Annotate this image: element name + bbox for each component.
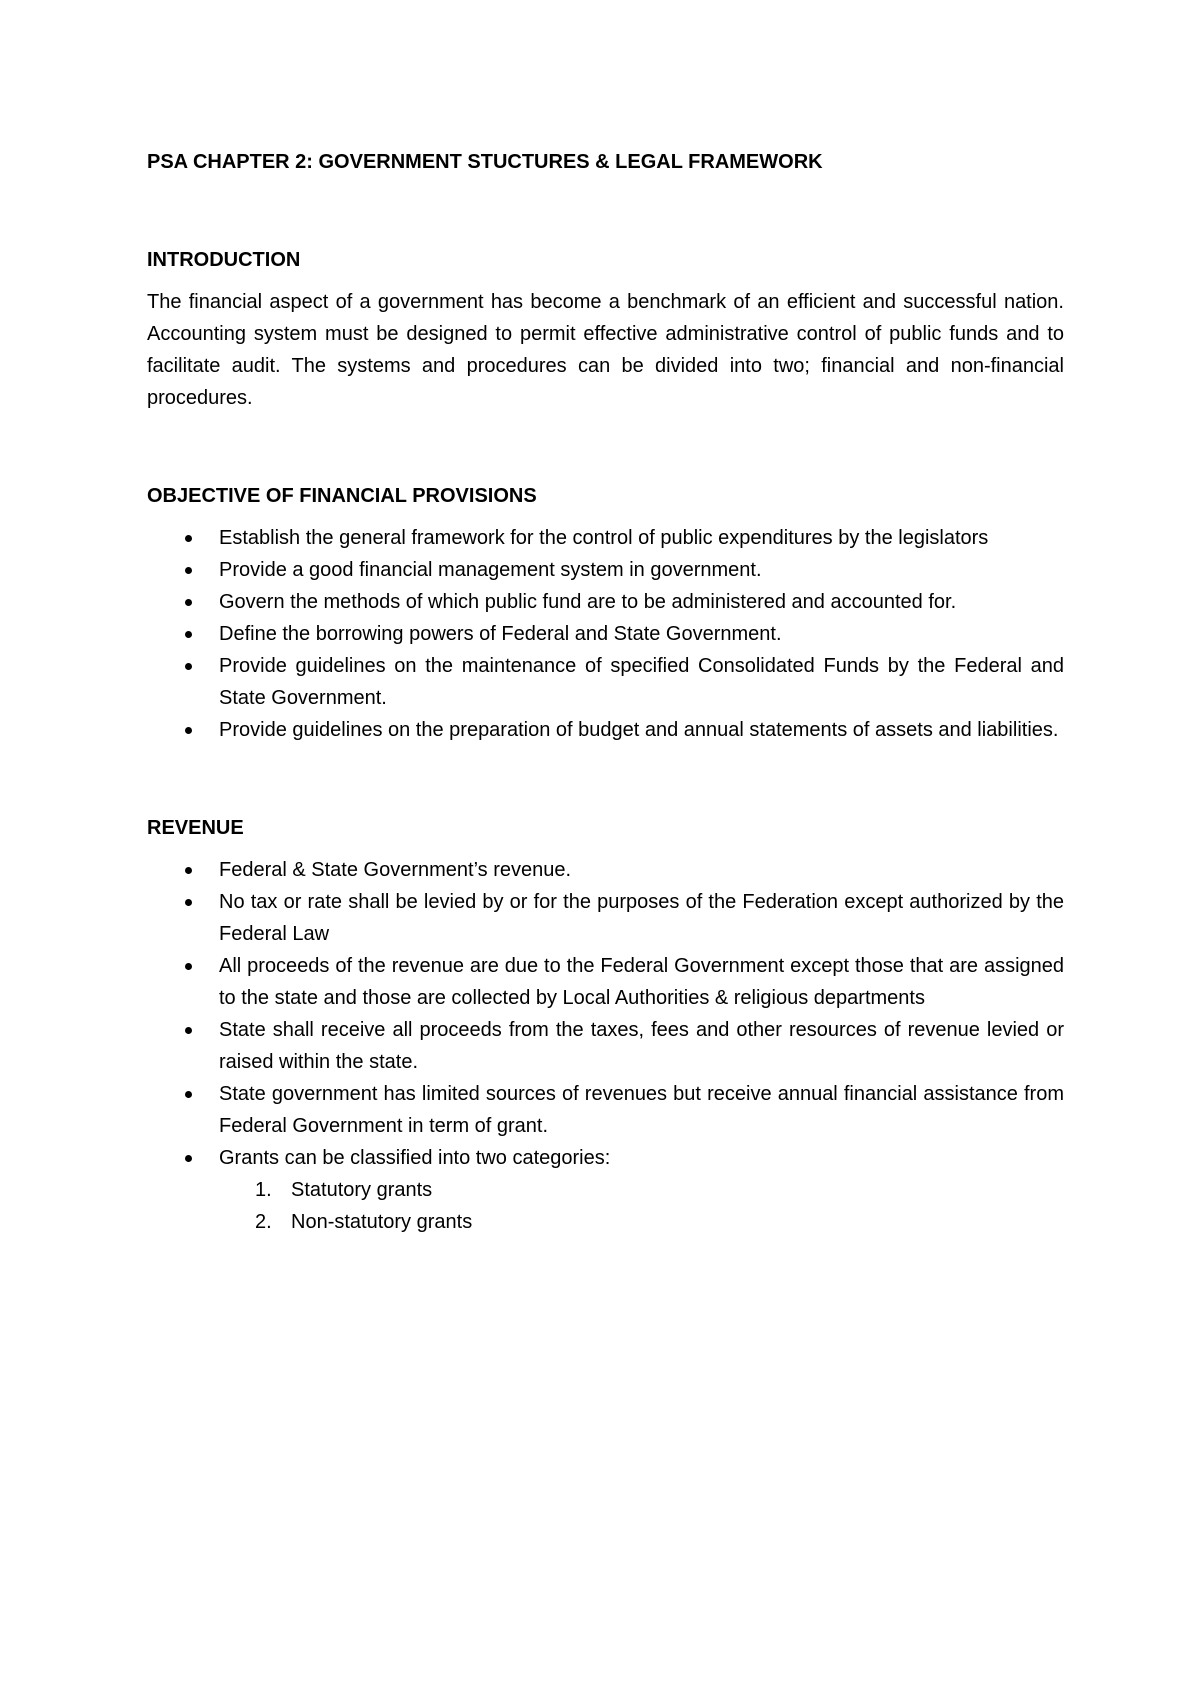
document-body (147, 146, 1064, 1238)
revenue-heading: REVENUE (147, 817, 244, 839)
revenue-item (147, 854, 1064, 886)
objective-list (147, 522, 1064, 746)
document-title: PSA CHAPTER 2: GOVERNMENT STUCTURES & LEGAL FRAMEWORK (147, 151, 823, 173)
bullet-icon (185, 1155, 192, 1162)
revenue-item-text: Grants can be classified into two categories: (219, 1147, 611, 1169)
objective-item (147, 618, 1064, 650)
objective-item (147, 714, 1064, 746)
introduction-heading: INTRODUCTION (147, 249, 301, 271)
bullet-icon (185, 599, 192, 606)
objective-item (147, 554, 1064, 586)
revenue-item (147, 1142, 1064, 1174)
objective-heading: OBJECTIVE OF FINANCIAL PROVISIONS (147, 485, 537, 507)
bullet-icon (185, 567, 192, 574)
revenue-item-text: State shall receive all proceeds from the taxes, fees and other resources of revenue levied or raised within the state. (219, 1019, 1064, 1073)
grant-category-item (147, 1206, 1064, 1238)
objective-item (147, 522, 1064, 554)
revenue-item-text: All proceeds of the revenue are due to the Federal Government except those that are assigned to the state and those are collected by Local Authorities & religious departments (219, 955, 1064, 1009)
bullet-icon (185, 1091, 192, 1098)
revenue-item (147, 1078, 1064, 1142)
objective-item-text: Govern the methods of which public fund are to be administered and accounted for. (219, 591, 957, 613)
revenue-item-text: Federal & State Government’s revenue. (219, 859, 572, 881)
bullet-icon (185, 899, 192, 906)
bullet-icon (185, 727, 192, 734)
grant-category-number: 1. (255, 1179, 272, 1201)
introduction-paragraph: The financial aspect of a government has become a benchmark of an efficient and successful nation. Accounting system must be designed to permit effective administrative control of public funds and to facilitate audit. The systems and procedures can be divided into two; financial and non-financial procedures. (147, 291, 1064, 409)
objective-item-text: Provide a good financial management system in government. (219, 559, 762, 581)
objective-item-text: Provide guidelines on the maintenance of specified Consolidated Funds by the Federal and State Government. (219, 655, 1064, 709)
objective-item-text: Establish the general framework for the control of public expenditures by the legislators (219, 527, 989, 549)
objective-item-text: Provide guidelines on the preparation of budget and annual statements of assets and liabilities. (219, 719, 1059, 741)
grant-category-item (147, 1174, 1064, 1206)
revenue-item-text: State government has limited sources of revenues but receive annual financial assistance from Federal Government in term of grant. (219, 1083, 1064, 1137)
revenue-item (147, 1014, 1064, 1078)
objective-item (147, 650, 1064, 714)
revenue-item-text: No tax or rate shall be levied by or for the purposes of the Federation except authorized by the Federal Law (219, 891, 1064, 945)
revenue-item (147, 950, 1064, 1014)
objective-item-text: Define the borrowing powers of Federal and State Government. (219, 623, 782, 645)
bullet-icon (185, 867, 192, 874)
revenue-item (147, 886, 1064, 950)
revenue-list (147, 854, 1064, 1174)
bullet-icon (185, 535, 192, 542)
grant-category-label: Non-statutory grants (291, 1211, 473, 1233)
bullet-icon (185, 663, 192, 670)
grant-category-label: Statutory grants (291, 1179, 433, 1201)
grant-category-number: 2. (255, 1211, 272, 1233)
grant-categories-list (147, 1174, 1064, 1238)
bullet-icon (185, 1027, 192, 1034)
objective-item (147, 586, 1064, 618)
bullet-icon (185, 963, 192, 970)
bullet-icon (185, 631, 192, 638)
